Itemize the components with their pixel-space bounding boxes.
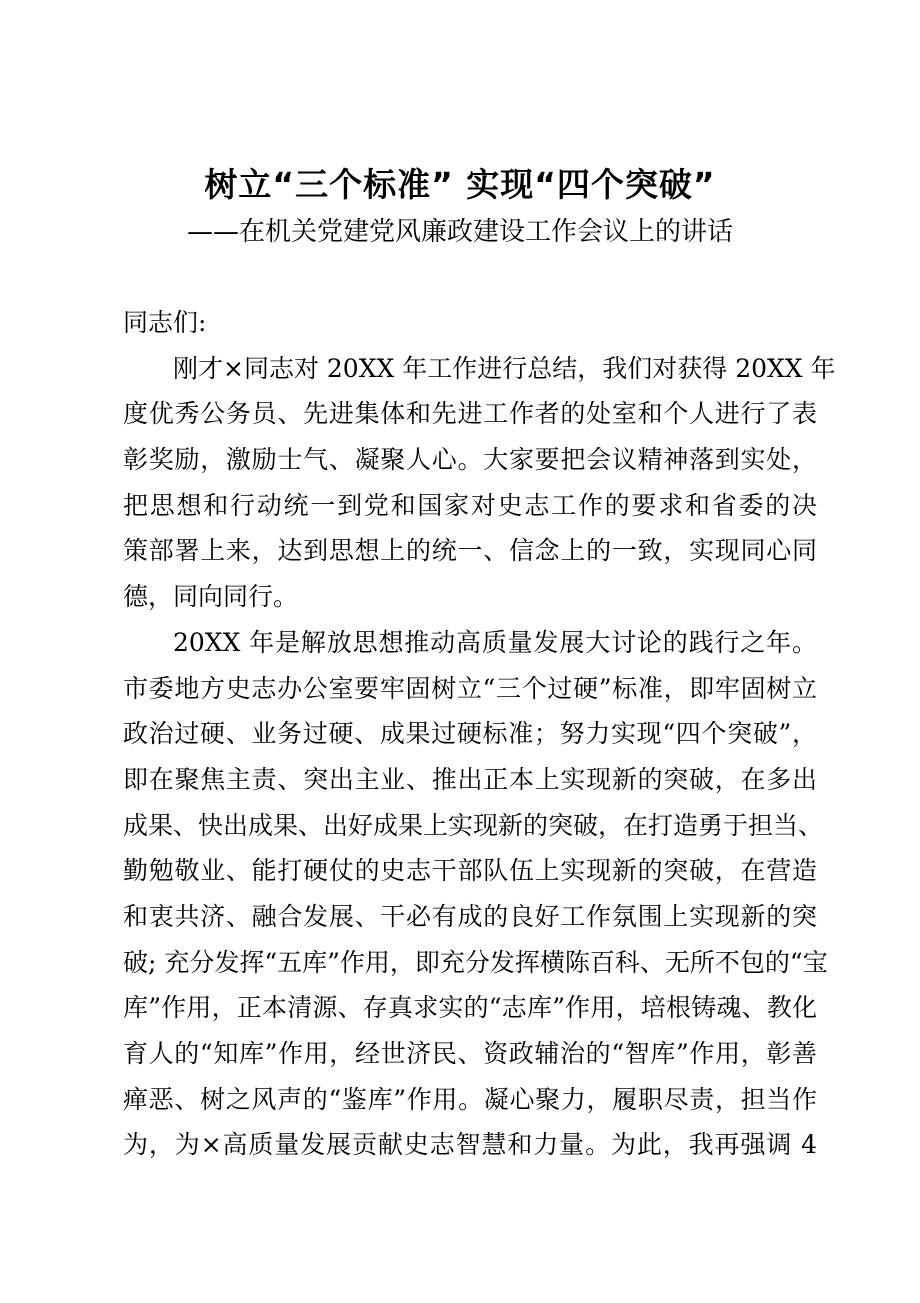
paragraph-line: 育人的“知库”作用，经世济民、资政辅治的“智库”作用，彰善 — [123, 1039, 817, 1068]
paragraph-2 — [123, 620, 828, 1168]
paragraph-line: 即在聚焦主责、突出主业、推出正本上实现新的突破，在多出 — [123, 764, 817, 794]
paragraph-1 — [123, 346, 836, 620]
paragraph-line: 彰奖励，激励士气、凝聚人心。大家要把会议精神落到实处， — [123, 445, 817, 475]
paragraph-line: 和衷共济、融合发展、干必有成的良好工作氛围上实现新的突 — [123, 901, 817, 931]
document-body — [123, 300, 836, 1168]
paragraph-line: 市委地方史志办公室要牢固树立“三个过硬”标准，即牢固树立 — [123, 673, 817, 703]
paragraph-line: 勤勉敬业、能打硬仗的史志干部队伍上实现新的突破，在营造 — [123, 856, 817, 886]
paragraph-line: 成果、快出成果、出好成果上实现新的突破，在打造勇于担当、 — [123, 810, 824, 840]
paragraph-line: 破; 充分发挥“五库”作用，即充分发挥横陈百科、无所不包的“宝 — [123, 947, 828, 977]
paragraph-line: 为，为×高质量发展贡献史志智慧和力量。为此，我再强调 4 — [123, 1130, 817, 1160]
paragraph-line: 瘅恶、树之风声的“鉴库”作用。凝心聚力，履职尽责，担当作 — [123, 1084, 817, 1114]
paragraph-line: 度优秀公务员、先进集体和先进工作者的处室和个人进行了表 — [123, 399, 817, 429]
paragraph-line: 策部署上来，达到思想上的统一、信念上的一致，实现同心同 — [123, 536, 817, 566]
paragraph-line: 20XX 年是解放思想推动高质量发展大讨论的践行之年。 — [173, 627, 817, 657]
paragraph-line: 把思想和行动统一到党和国家对史志工作的要求和省委的决 — [123, 490, 817, 520]
document-subtitle: ——在机关党建党风廉政建设工作会议上的讲话 — [186, 217, 733, 247]
paragraph-line: 刚才×同志对 20XX 年工作进行总结，我们对获得 20XX 年 — [173, 353, 836, 383]
paragraph-line: 政治过硬、业务过硬、成果过硬标准；努力实现“四个突破”， — [123, 719, 817, 749]
salutation: 同志们: — [123, 308, 207, 337]
paragraph-line: 德，同向同行。 — [123, 582, 299, 612]
paragraph-line: 库”作用，正本清源、存真求实的“志库”作用，培根铸魂、教化 — [123, 993, 817, 1023]
document-title: 树立“三个标准” 实现“四个突破” — [204, 165, 716, 204]
